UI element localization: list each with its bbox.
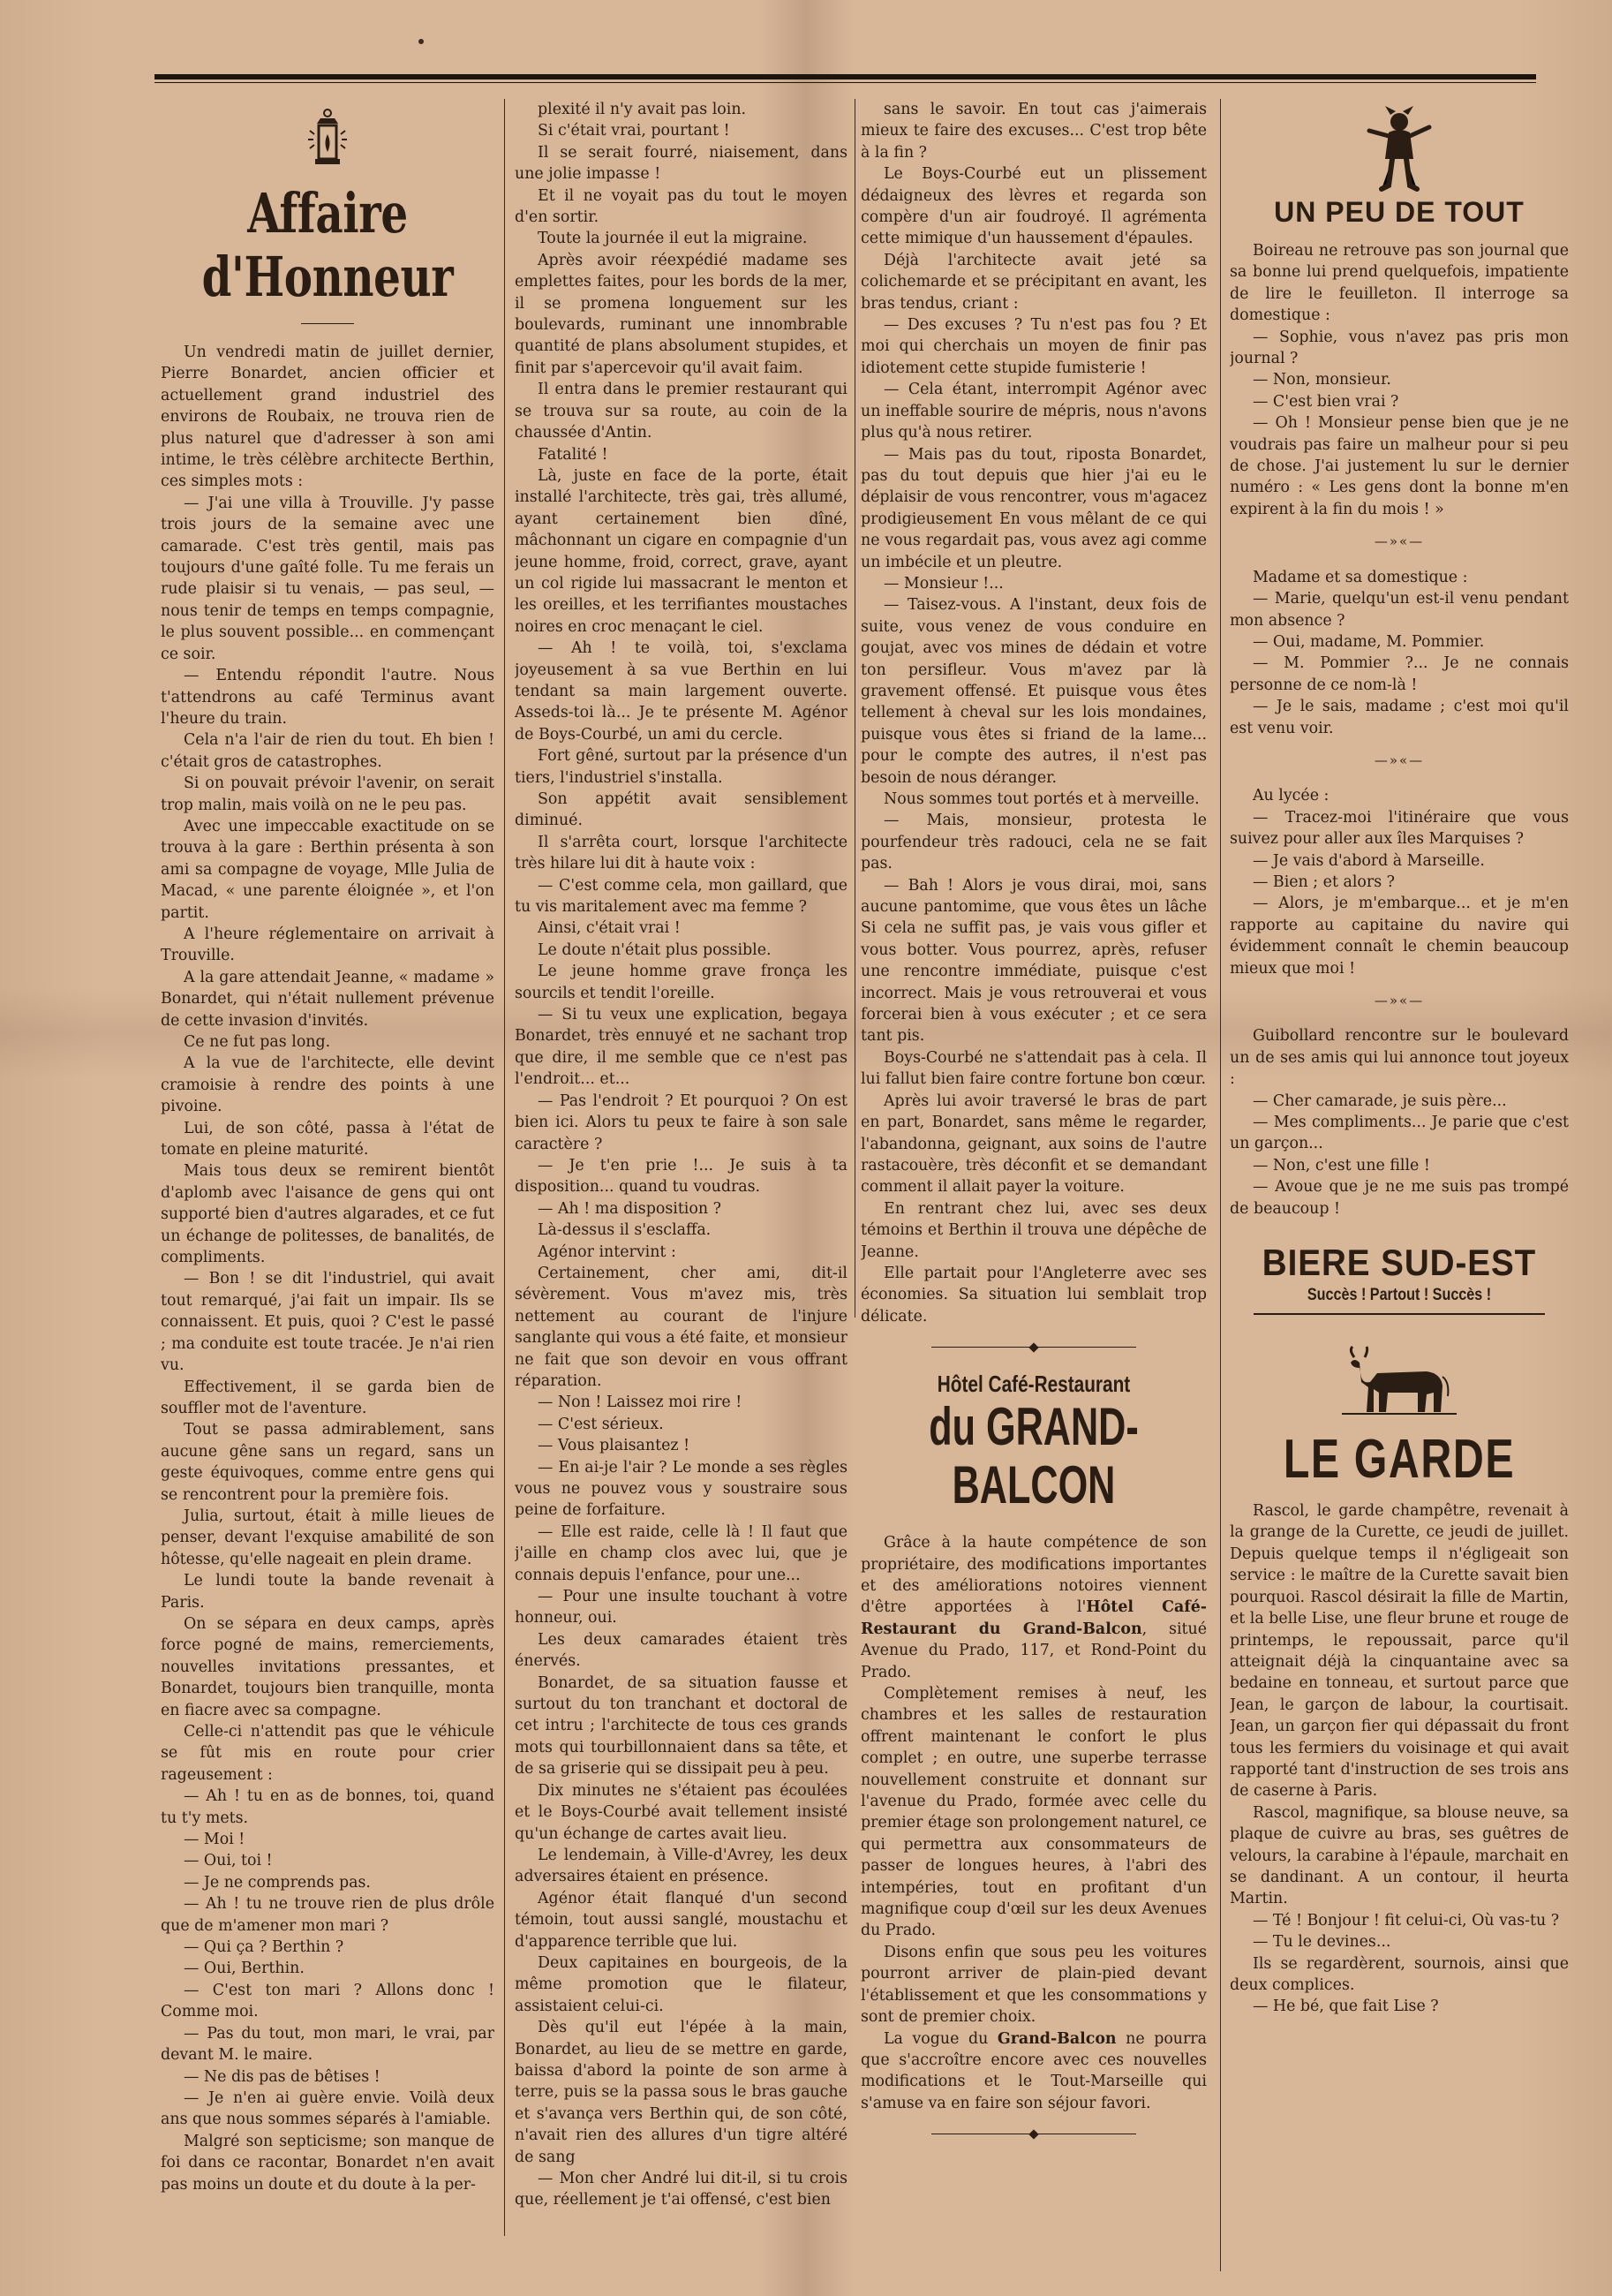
paragraph: — Moi ! [184, 1831, 245, 1849]
paragraph: — C'est bien vrai ? [1253, 392, 1399, 411]
column-3 [861, 99, 1207, 2271]
anecdote [1230, 785, 1569, 979]
paragraph: — Mes compliments... Je parie que c'est un garçon... [1230, 1114, 1569, 1153]
column-divider [504, 99, 505, 2236]
paragraph: — C'est sérieux. [538, 1415, 664, 1433]
paragraph: plexité il n'y avait pas loin. [538, 101, 747, 118]
paragraph: A la vue de l'architecte, elle devint cramoisie à rendre des points à une pivoine. [161, 1054, 494, 1116]
ad-paragraph: La vogue du Grand-Balcon ne pourra que s'accroître encore avec ces nouvelles modifications et le Tout-Marseille qui s'amuse va en faire son séjour favori. [861, 2029, 1207, 2112]
paragraph: Bonardet, de sa situation fausse et surtout du ton tranchant et doctoral de cet intru ; l'architecte de tous ces grands mots qui tourbillonnaient dans sa tête, et de sa griserie qui se dissipait peu à peu. [515, 1673, 847, 1779]
paragraph: — Si tu veux une explication, begaya Bonardet, très ennuyé et ne sachant trop que dire, il me semble que ce n'est pas l'endroit... et... [515, 1006, 847, 1089]
paragraph: — Mais pas du tout, riposta Bonardet, pas du tout depuis que hier j'ai eu le déplaisir de vous rencontrer, vous m'agacez prodigieusement En vous mêlant de ce qui ne vous regardait pas, vous avez agi comme un imbécile et un pleutre. [861, 445, 1207, 571]
paragraph: Boys-Courbé ne s'attendait pas à cela. Il lui fallut bien faire contre fortune bon cœur. [861, 1048, 1207, 1089]
paragraph: — Bah ! Alors je vous dirai, moi, sans aucune pantomime, que vous êtes un lâche Si cela ne suffit pas, je vais vous gifler et vous botter. Vous pourrez, après, refuser une rencontre immédiate, puisque c'est incorrect. Mais je vous retrouverai et vous forcerai bien à vous exécuter ; et ce sera tant pis. [861, 876, 1207, 1046]
paragraph: — Pour une insulte touchant à votre honneur, oui. [515, 1588, 847, 1628]
paragraph: Madame et sa domestique : [1253, 568, 1468, 586]
beer-ad-subtitle: Succès ! Partout ! Succès ! [1307, 1286, 1492, 1305]
paragraph: sans le savoir. En tout cas j'aimerais mieux te faire des excuses... C'est trop bête à la fin ? [861, 101, 1207, 162]
paragraph: En rentrant chez lui, avec ses deux témoins et Berthin il trouva une dépêche de Jeanne. [861, 1199, 1207, 1261]
bull-icon [1342, 1338, 1457, 1417]
paragraph: Le Boys-Courbé eut un plissement dédaigneux des lèvres et regarda son compère d'un air foudroyé. Il agrémenta cette mimique d'un haussement d'épaules. [861, 165, 1207, 248]
paragraph: Cela n'a l'air de rien du tout. Eh bien ! c'était gros de catastrophes. [161, 731, 494, 771]
paragraph: A l'heure réglementaire on arrivait à Trouville. [161, 925, 494, 965]
paragraph: Dix minutes ne s'étaient pas écoulées et le Boys-Courbé avait tellement insisté qu'un échange de cartes avait lieu. [515, 1781, 847, 1843]
paragraph: — En ai-je l'air ? Le monde a ses règles vous ne pouvez vous y soustraire sous peine de forfaiture. [515, 1458, 847, 1520]
paragraph: Rascol, le garde champêtre, revenait à la grange de la Curette, ce jeudi de juillet. Depuis quelque temps il n'égligeait son service : le maître de la Curette savait bien pourquoi. Rascol désirait la fille de Martin, et la belle Lise, une fleur brune et rouge de printemps, le repoussait, parce qu'il atteignait déjà la cinquantaine avec sa bedaine en tonneau, et surtout parce que Jean, le garçon de labour, la courtisait. Jean, un garçon fier qui dépassait du front tous les fermiers du voisinage et qui avait rapporté tant d'instruction de ses trois ans de caserne à Paris. [1230, 1502, 1569, 1801]
paragraph: Effectivement, il se garda bien de souffler mot de l'aventure. [161, 1378, 494, 1417]
paragraph: Deux capitaines en bourgeois, de la même promotion que le filateur, assistaient celui-ci. [515, 1953, 847, 2015]
story-title: LE GARDE [1283, 1429, 1516, 1491]
article-body-end [861, 99, 1207, 1327]
paragraph: — Des excuses ? Tu n'est pas fou ? Et moi qui cherchais un moyen de finir pas idiotement cette stupide fumisterie ! [861, 316, 1207, 377]
column-1 [161, 99, 494, 2271]
column-divider [1220, 99, 1221, 2271]
separator: —»«— [1374, 751, 1425, 768]
paragraph: — Qui ça ? Berthin ? [184, 1938, 344, 1957]
paragraph: — Ah ! ma disposition ? [538, 1199, 721, 1218]
paragraph: Son appétit avait sensiblement diminué. [515, 790, 847, 830]
paragraph: Là, juste en face de la porte, était installé l'architecte, très gai, très allumé, ayant certainement bien dîné, mâchonnant un cigare en compagnie d'un jeune homme, froid, correct, grave, ayant un col rigide lui massacrant le menton et les oreilles, et les terrifiantes moustaches noires en croc menaçant le ciel. [515, 466, 847, 636]
paragraph: Les deux camarades étaient très énervés. [515, 1630, 847, 1671]
paragraph: — Pas l'endroit ? Et pourquoi ? On est bien ici. Alors tu peux te faire à son sale caractère ? [515, 1091, 847, 1153]
paragraph: — Je le sais, madame ; c'est moi qu'il est venu voir. [1230, 698, 1569, 737]
paragraph: — Je n'en ai guère envie. Voilà deux ans que nous sommes séparés à l'amiable. [161, 2088, 494, 2129]
paragraph: — Pas du tout, mon mari, le vrai, par devant M. le maire. [161, 2024, 494, 2065]
paragraph: — M. Pommier ?... Je ne connais personne de ce nom-là ! [1230, 654, 1569, 694]
paragraph: — Bon ! se dit l'industriel, qui avait tout remarqué, j'ai fait un impair. Ils se connaissent. Et puis, quoi ? C'est le passé ; ma conduite est toute tracée. Je n'ai rien vu. [161, 1270, 494, 1375]
paragraph: — Ah ! tu en as de bonnes, toi, quand tu t'y mets. [161, 1787, 494, 1827]
paragraph: Un vendredi matin de juillet dernier, Pierre Bonardet, ancien officier et actuellement grand industriel des environs de Roubaix, ne trouva rien de plus naturel que d'adresser à son ami intime, le très célèbre architecte Berthin, ces simples mots : [161, 344, 494, 491]
paragraph: Dès qu'il eut l'épée à la main, Bonardet, au lieu de se mettre en garde, baissa d'abord la pointe de son arme à terre, puis se la passa sous le bras gauche et s'avança vers Berthin qui, de son côté, n'avait rien des allures d'un tigre altéré de sang [515, 2019, 847, 2166]
paragraph: Guibollard rencontre sur le boulevard un de ses amis qui lui annonce tout joyeux : [1230, 1027, 1569, 1089]
ad-paragraph: Grâce à la haute compétence de son propriétaire, des modifications importantes et des améliorations notoires viennent d'être apportées à l'Hôtel Café-Restaurant du Grand-Balcon, situé Avenue du Prado, 117, et Rond-Point du Prado. [861, 1534, 1207, 1681]
paragraph: — Entendu répondit l'autre. Nous t'attendrons au café Terminus avant l'heure du train. [161, 667, 494, 728]
paragraph: — Je ne comprends pas. [184, 1873, 371, 1892]
paragraph: Elle partait pour l'Angleterre avec ses économies. Sa situation lui semblait trop délicate. [861, 1264, 1207, 1325]
separator: —»«— [1374, 993, 1425, 1008]
paragraph: — Vous plaisantez ! [538, 1437, 690, 1455]
paragraph: — Sophie, vous n'avez pas pris mon journal ? [1230, 328, 1569, 368]
paragraph: Ils se regardèrent, sournois, ainsi que deux complices. [1230, 1954, 1569, 1994]
paragraph: — Alors, je m'embarque... et je m'en rapporte au capitaine du navire qui évidemment connaît le chemin beaucoup mieux que moi ! [1230, 895, 1569, 978]
paragraph: — J'ai une villa à Trouville. J'y passe trois jours de la semaine avec une camarade. C'est très gentil, mais pas toujours d'une gaîté folle. Tu me ferais un rude plaisir si tu venais, — pas seul, — nous tenir de temps en temps compagnie, le plus souvent possible... en commençant ce soir. [161, 494, 494, 663]
paragraph: — Mais, monsieur, protesta le pourfendeur très radouci, cela ne se fait pas. [861, 812, 1207, 873]
paragraph: — Marie, quelqu'un est-il venu pendant mon absence ? [1230, 590, 1569, 630]
paragraph: Malgré son septicisme; son manque de foi dans ce racontar, Bonardet n'en avait pas moins un doute et du doute à la per- [161, 2132, 494, 2194]
ad-paragraph: Disons enfin que sous peu les voitures pourront arriver de plain-pied devant l'établissement et que les consommations y sont de premier choix. [861, 1943, 1207, 2027]
title-rule [301, 323, 354, 324]
top-rule [154, 74, 1536, 79]
paragraph: — Je t'en prie !... Je suis à ta disposition... quand tu voudras. [515, 1156, 847, 1197]
paragraph: — Cela étant, interrompit Agénor avec un ineffable sourire de mépris, nous n'avons plus qu'à nous retirer. [861, 381, 1207, 442]
paragraph: Agénor intervint : [538, 1242, 676, 1261]
separator: —»«— [1374, 533, 1425, 550]
paragraph: Il entra dans le premier restaurant qui se trouva sur sa route, au coin de la chaussée d'Antin. [515, 381, 847, 442]
anecdote [1230, 1025, 1569, 1220]
paragraph: — Ah ! te voilà, toi, s'exclama joyeusement à sa vue Berthin en lui tendant sa main largement ouverte. Asseds-toi là... Je te présente M. Agénor de Boys-Courbé, un ami du cercle. [515, 639, 847, 744]
paragraph: — Ne dis pas de bêtises ! [184, 2067, 380, 2086]
beer-ad-title: BIERE SUD-EST [1262, 1242, 1537, 1284]
paragraph: Au lycée : [1253, 787, 1330, 805]
paragraph: Si c'était vrai, pourtant ! [538, 122, 730, 140]
story-body [1230, 1500, 1569, 2018]
paragraph: — Monsieur !... [884, 574, 1004, 593]
ad-subtitle: Hôtel Café-Restaurant [937, 1371, 1131, 1398]
paragraph: — Té ! Bonjour ! fit celui-ci, Où vas-tu ? [1253, 1911, 1560, 1930]
paragraph: Avec une impeccable exactitude on se trouva à la gare : Berthin présenta à son ami sa compagne de voyage, Mlle Julia de Macad, « une parente éloignée », et l'on partit. [161, 817, 494, 922]
paragraph: Il s'arrêta court, lorsque l'architecte très hilare lui dit à haute voix : [515, 833, 847, 873]
ad-paragraph: Complètement remises à neuf, les chambres et les salles de restauration offrent maintenant le confort le plus complet ; en outre, une superbe terrasse nouvellement construite et donnant sur l'avenue du Prado, formée avec celle du premier étage son prolongement naturel, ce qui permettra aux consommateurs de passer de longues heures, à l'abri des intempéries, tout en profitant d'un magnifique coup d'œil sur les deux Avenues du Prado. [861, 1685, 1207, 1940]
paragraph: Déjà l'architecte avait jeté sa colichemarde et se précipitant en avant, les bras tendus, criant : [861, 251, 1207, 313]
column-4 [1230, 99, 1569, 2271]
top-rule-thin [154, 82, 1536, 83]
anecdote [1230, 240, 1569, 520]
paragraph: Il se serait fourré, niaisement, dans une jolie impasse ! [515, 143, 847, 184]
paragraph: — Elle est raide, celle là ! Il faut que j'aille en champ clos avec lui, que je connais depuis l'enfance, pour une... [515, 1522, 847, 1584]
paragraph: Rascol, magnifique, sa blouse neuve, sa plaque de cuivre au bras, ses guêtres de velours, la carabine à l'épaule, marchait en se dandinant. A un contour, il heurta Martin. [1230, 1803, 1569, 1908]
paragraph: — Non, monsieur. [1253, 371, 1391, 389]
jester-figure-icon [1355, 104, 1443, 193]
paragraph: — C'est ton mari ? Allons donc ! Comme moi. [161, 1981, 494, 2021]
paragraph: Certainement, cher ami, dit-il sévèrement. Vous m'avez mis, très nettement au courant de l'injure sanglante qui vous a été faite, et monsieur ne fait que son devoir en vous offrant réparation. [515, 1264, 847, 1390]
paragraph: Julia, surtout, était à mille lieues de penser, devant l'exquise amabilité de son hôtesse, qu'elle nageait en plein drame. [161, 1507, 494, 1568]
paragraph: On se sépara en deux camps, après force pogné de mains, remerciements, nouvelles invitations pressantes, et Bonardet, toujours bien tranquille, monta en fiacre avec sa compagne. [161, 1614, 494, 1719]
paragraph: — Avoue que je ne me suis pas trompé de beaucoup ! [1230, 1178, 1569, 1218]
paragraph: — Tu le devines... [1253, 1933, 1391, 1952]
article-body [161, 342, 494, 2195]
paragraph: — Oh ! Monsieur pense bien que je ne voudrais pas faire un malheur pour si peu de chose. J'ai justement lu sur le dernier numéro : « Les gens dont la bonne m'en expirent à la fin du mois ! » [1230, 414, 1569, 518]
section-title: UN PEU DE TOUT [1274, 196, 1525, 228]
print-dot [418, 39, 424, 44]
article-body-continued [515, 99, 847, 2211]
paragraph: Le doute n'était plus possible. [538, 940, 772, 959]
paragraph: — Oui, toi ! [184, 1852, 273, 1870]
paragraph: Le jeune homme grave fronça les sourcils et tendit l'oreille. [515, 963, 847, 1002]
section-divider [861, 1341, 1207, 1354]
paragraph: — He bé, que fait Lise ? [1253, 1998, 1439, 2016]
paragraph: Le lundi toute la bande revenait à Paris. [161, 1572, 494, 1612]
paragraph: — Ah ! tu ne trouve rien de plus drôle que de m'amener mon mari ? [161, 1895, 494, 1935]
paragraph: — Tracez-moi l'itinéraire que vous suivez pour aller aux îles Marquises ? [1230, 808, 1569, 849]
paragraph: Et il ne voyait pas du tout le moyen d'en sortir. [515, 186, 847, 227]
paragraph: Lui, de son côté, passa à l'état de tomate en pleine maturité. [161, 1119, 494, 1159]
paragraph: Ainsi, c'était vrai ! [538, 919, 681, 938]
section-divider [861, 2128, 1207, 2141]
paragraph: — Cher camarade, je suis père... [1253, 1091, 1507, 1110]
paragraph: Tout se passa admirablement, sans aucune gêne sans un regard, sans un geste équivoques, comme entre gens qui se rencontrent pour la première fois. [161, 1421, 494, 1504]
paragraph: Le lendemain, à Ville-d'Avrey, les deux adversaires étaient en présence. [515, 1846, 847, 1886]
paragraph: Après lui avoir traversé le bras de part en part, Bonardet, sans même le regarder, l'abandonna, geignant, aux soins de l'autre rastacouère, très déconfit et se demandant comment il allait payer la voiture. [861, 1091, 1207, 1197]
paragraph: Agénor était flanqué d'un second témoin, tout aussi sanglé, moustachu et d'apparence terrible que lui. [515, 1889, 847, 1951]
paragraph: Nous sommes tout portés et à merveille. [884, 790, 1200, 808]
ad-title: du GRAND-BALCON [929, 1397, 1139, 1515]
article-title: Affaire d'Honneur [201, 181, 454, 309]
paragraph: — Oui, madame, M. Pommier. [1253, 632, 1485, 651]
paragraph: — Je vais d'abord à Marseille. [1253, 851, 1485, 870]
paragraph: — C'est comme cela, mon gaillard, que tu vis maritalement avec ma femme ? [515, 876, 847, 917]
paragraph: — Oui, Berthin. [184, 1960, 305, 1978]
paragraph: — Non, c'est une fille ! [1253, 1156, 1430, 1174]
lantern-icon [301, 108, 354, 178]
paragraph: Celle-ci n'attendit pas que le véhicule se fût mis en route pour crier rageusement : [161, 1723, 494, 1784]
paragraph: — Non ! Laissez moi rire ! [538, 1393, 742, 1412]
paragraph: — Bien ; et alors ? [1253, 872, 1395, 891]
paragraph: Après avoir réexpédié madame ses emplettes faites, pour les bords de la mer, il se promena longuement sur les boulevards, ruminant une innombrable quantité de plans absolument stupides, et finit par s'apercevoir qu'il avait faim. [515, 251, 847, 377]
paragraph: Boireau ne retrouve pas son journal que sa bonne lui prend quelquefois, impatiente de lire le feuilleton. Il interroge sa domestique : [1230, 242, 1569, 325]
paragraph: Fatalité ! [538, 445, 608, 464]
paragraph: Toute la journée il eut la migraine. [538, 230, 808, 248]
paragraph: — Mon cher André lui dit-il, si tu crois que, réellement je t'ai offensé, c'est bien [515, 2170, 847, 2209]
paragraph: Là-dessus il s'esclaffa. [538, 1221, 712, 1240]
paragraph: Si on pouvait prévoir l'avenir, on serait trop malin, mais voilà on ne le peu pas. [161, 774, 494, 814]
anecdote [1230, 567, 1569, 739]
column-2 [515, 99, 847, 2271]
paragraph: A la gare attendait Jeanne, « madame » Bonardet, qui n'était nullement prévenue de cette invasion d'invités. [161, 968, 494, 1030]
paragraph: Ce ne fut pas long. [184, 1033, 331, 1051]
paragraph: Fort gêné, surtout par la présence d'un tiers, l'industriel s'installa. [515, 747, 847, 787]
paragraph: — Taisez-vous. A l'instant, deux fois de suite, vous venez de vous conduire en goujat, avec vos mines de dédain et votre ton persifleur. Vous m'avez par là gravement offensé. Et puisque vous êtes tellement à cheval sur les lois mondaines, puisque vous êtes si friand de la lame... pour le compte des autres, il n'est pas besoin de nous déranger. [861, 596, 1207, 787]
beer-ad-rule [1254, 1313, 1545, 1315]
paragraph: Mais tous deux se remirent bientôt d'aplomb avec l'aisance de gens qui ont supporté bien d'autres algarades, et ce fut un échange de politesses, de banalités, de compliments. [161, 1162, 494, 1267]
